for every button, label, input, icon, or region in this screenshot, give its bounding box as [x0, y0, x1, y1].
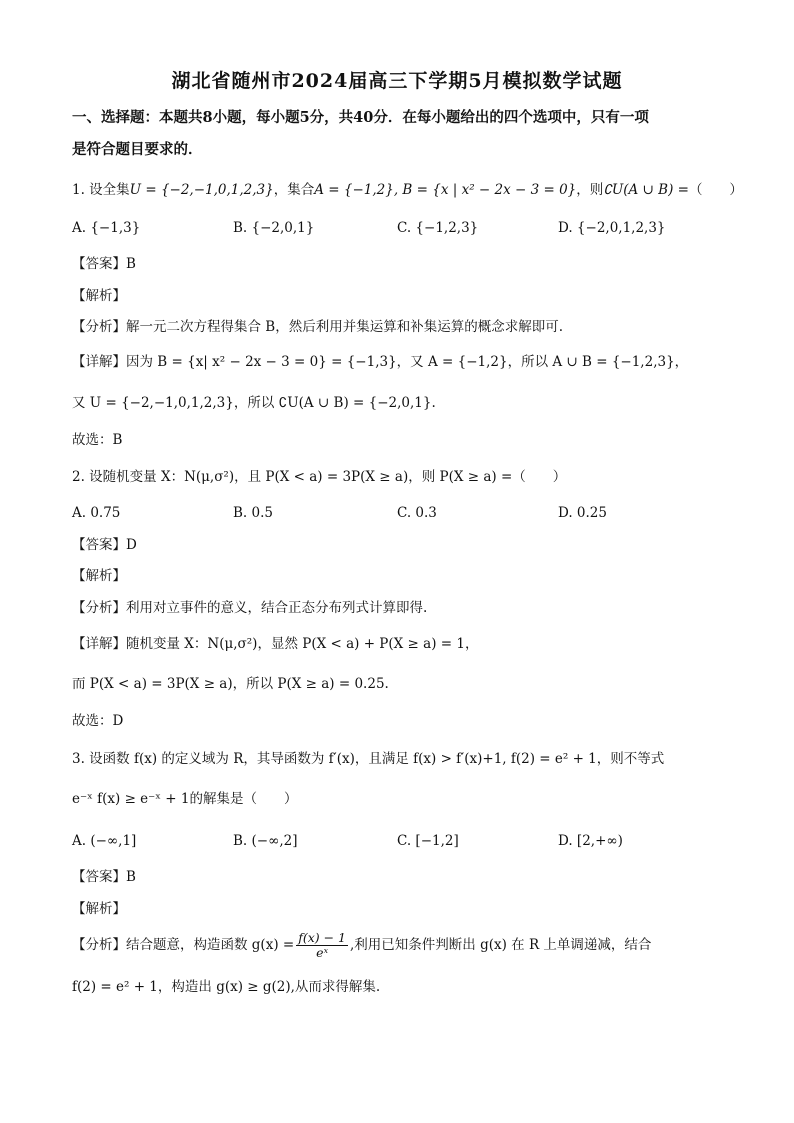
q1-choose: 故选：B: [72, 432, 123, 448]
q1-jiexi: 【解析】: [72, 288, 126, 304]
q1-option-b: B. {−2,0,1}: [233, 220, 315, 236]
q3-answer-tag: 【答案】: [72, 869, 126, 885]
q3-fenxi-b: ,利用已知条件判断出 g(x) 在 R 上单调递减，结合: [350, 937, 652, 953]
q1-answer: [72, 254, 136, 274]
q3-option-d: D. [2,+∞): [558, 833, 623, 849]
q1-stem-c: ，则: [576, 182, 604, 198]
q3-option-c: C. [−1,2]: [397, 833, 459, 849]
q1-stem: [72, 180, 743, 200]
q2-xiangjie-tag: 【详解】: [72, 636, 126, 652]
q3-fraction: [296, 931, 348, 960]
q2-answer: [72, 535, 137, 555]
q1-fenxi-tag: 【分析】: [72, 319, 126, 335]
q3-fraction-denominator: eˣ: [316, 945, 329, 960]
q1-set-u: U = {−2,−1,0,1,2,3}: [129, 182, 274, 198]
q1-xiangjie-line2: 又 U = {−2,−1,0,1,2,3}，所以 ∁U(A ∪ B) = {−2,0,1}.: [72, 395, 436, 411]
q1-stem-a: 1. 设全集: [72, 182, 130, 198]
q3-fenxi-a: 结合题意，构造函数 g(x) =: [126, 937, 295, 953]
q3-fenxi-tag: 【分析】: [72, 937, 126, 953]
q1-fenxi: [72, 317, 563, 337]
q3-jiexi: 【解析】: [72, 901, 126, 917]
q1-option-c: C. {−1,2,3}: [397, 220, 479, 236]
page-title: 湖北省随州市2024届高三下学期5月模拟数学试题: [171, 70, 623, 92]
q1-option-a: A. {−1,3}: [72, 220, 141, 236]
q1-paren: （ ）: [688, 182, 743, 198]
q2-fenxi: [72, 598, 427, 618]
q2-xiangjie-line1: [72, 634, 478, 654]
q2-choose: 故选：D: [72, 713, 124, 729]
q1-xiangjie-line1: [72, 352, 688, 372]
q2-fenxi-text: 利用对立事件的意义，结合正态分布列式计算即得.: [126, 600, 428, 616]
q2-option-d: D. 0.25: [558, 505, 607, 521]
q2-answer-value: D: [126, 537, 137, 553]
q1-expression: ∁U(A ∪ B) =: [603, 182, 689, 198]
section-heading-line1: 一、选择题：本题共8小题，每小题5分，共40分．在每小题给出的四个选项中，只有一项: [72, 109, 649, 126]
q3-fenxi-line2: f(2) = e² + 1，构造出 g(x) ≥ g(2),从而求得解集.: [72, 979, 381, 995]
q1-xiangjie-text1: 因为 B = {x| x² − 2x − 3 = 0} = {−1,3}，又 A = {−1,2}，所以 A ∪ B = {−1,2,3}，: [126, 354, 689, 370]
q2-option-b: B. 0.5: [233, 505, 273, 521]
q3-option-a: A. (−∞,1]: [72, 833, 137, 849]
q2-jiexi: 【解析】: [72, 568, 126, 584]
section-heading-line2: 是符合题目要求的．: [72, 141, 203, 158]
q1-xiangjie-tag: 【详解】: [72, 354, 126, 370]
q1-option-d: D. {−2,0,1,2,3}: [558, 220, 666, 236]
q3-fraction-numerator: f(x) − 1: [298, 930, 346, 945]
q3-option-b: B. (−∞,2]: [233, 833, 298, 849]
q3-fenxi-line1: [72, 930, 651, 960]
q1-sets-ab: A = {−1,2}, B = {x | x² − 2x − 3 = 0}: [314, 182, 577, 198]
q2-answer-tag: 【答案】: [72, 537, 126, 553]
q2-xiangjie-text1: 随机变量 X：N(μ,σ²)，显然 P(X < a) + P(X ≥ a) = 1，: [126, 636, 479, 652]
q3-answer: [72, 867, 136, 887]
q2-stem: 2. 设随机变量 X：N(μ,σ²)，且 P(X < a) = 3P(X ≥ a)，则 P(X ≥ a) =（ ）: [72, 469, 567, 485]
q1-fenxi-text: 解一元二次方程得集合 B，然后利用并集运算和补集运算的概念求解即可.: [126, 319, 564, 335]
q1-answer-tag: 【答案】: [72, 256, 126, 272]
q3-answer-value: B: [126, 869, 136, 885]
q1-answer-value: B: [126, 256, 136, 272]
q2-xiangjie-line2: 而 P(X < a) = 3P(X ≥ a)，所以 P(X ≥ a) = 0.25.: [72, 676, 389, 692]
q1-stem-b: ，集合: [273, 182, 315, 198]
q2-fenxi-tag: 【分析】: [72, 600, 126, 616]
q2-option-a: A. 0.75: [72, 505, 121, 521]
q3-stem-line1: 3. 设函数 f(x) 的定义域为 R，其导函数为 f′(x)，且满足 f(x) > f′(x)+1, f(2) = e² + 1，则不等式: [72, 751, 665, 767]
q3-stem-line2: e⁻ˣ f(x) ≥ e⁻ˣ + 1的解集是（ ）: [72, 791, 298, 807]
q2-option-c: C. 0.3: [397, 505, 437, 521]
